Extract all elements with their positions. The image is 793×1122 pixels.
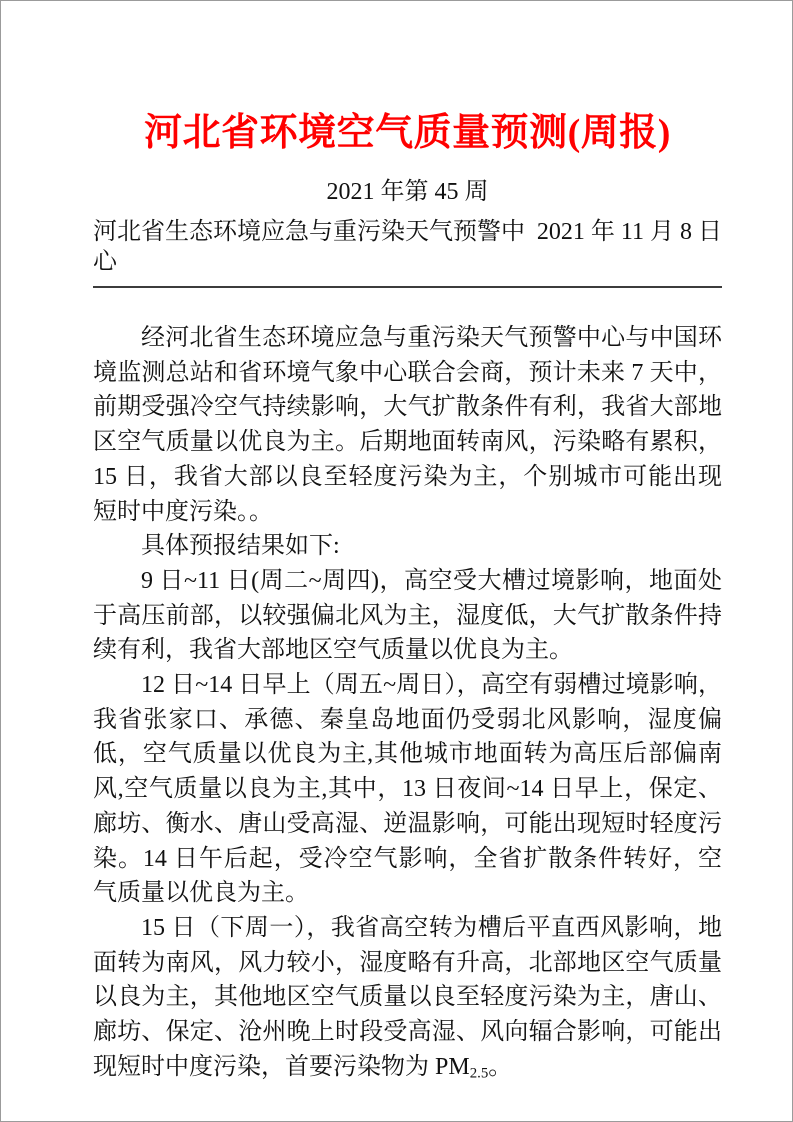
paragraph-forecast-day15-end: 。 (488, 1053, 513, 1080)
header-divider (93, 286, 722, 288)
pm25-subscript: 2.5 (469, 1065, 489, 1082)
page-title: 河北省环境空气质量预测(周报) (144, 112, 671, 154)
paragraph-forecast-day9-11: 9 日~11 日(周二~周四)，高空受大槽过境影响，地面处于高压前部，以较强偏北风为主，湿度低，大气扩散条件持续有利，我省大部地区空气质量以优良为主。 (93, 567, 722, 664)
document-body (93, 321, 722, 1084)
paragraph-summary: 经河北省生态环境应急与重污染天气预警中心与中国环境监测总站和省环境气象中心联合会商，预计未来 7 天中，前期受强冷空气持续影响，大气扩散条件有利，我省大部地区空气质量以优良为主。后期地面转南风，污染略有累积，15 日，我省大部以良至轻度污染为主，个别城市可能出现短时中度污染。。 (93, 325, 722, 525)
paragraph-forecast-day12-14: 12 日~14 日早上（周五~周日），高空有弱槽过境影响，我省张家口、承德、秦皇岛地面仍受弱北风影响，湿度偏低，空气质量以优良为主,其他城市地面转为高压后部偏南风,空气质量以良为主,其中，13 日夜间~14 日早上，保定、廊坊、衡水、唐山受高湿、逆温影响，可能出现短时轻度污染。14 日午后起，受冷空气影响，全省扩散条件转好，空气质量以优良为主。 (93, 672, 722, 907)
paragraph-forecast-intro: 具体预报结果如下: (141, 533, 340, 560)
paragraph-forecast-day15 (93, 911, 722, 1085)
report-week: 2021 年第 45 周 (326, 179, 489, 205)
paragraph-forecast-day15-text: 15 日（下周一），我省高空转为槽后平直西风影响，地面转为南风，风力较小，湿度略有升高，北部地区空气质量以良为主，其他地区空气质量以良至轻度污染为主，唐山、廊坊、保定、沧州晚上时段受高湿、风向辐合影响，可能出现短时中度污染，首要污染物为 PM (93, 914, 722, 1080)
issuer-line (93, 217, 722, 277)
issuing-organization: 河北省生态环境应急与重污染天气预警中心 (93, 219, 525, 275)
issue-date: 2021 年 11 月 8 日 (536, 219, 722, 245)
document-content (1, 111, 792, 1084)
